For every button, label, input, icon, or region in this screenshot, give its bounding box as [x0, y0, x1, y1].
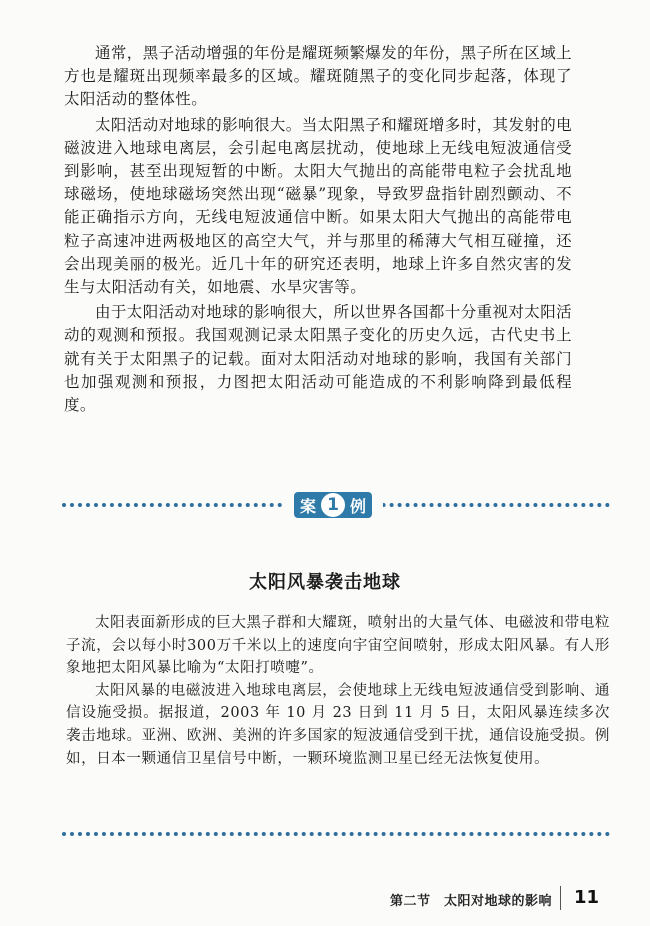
case-number-circle: 1: [320, 492, 346, 518]
case-title: 太阳风暴袭击地球: [249, 572, 401, 593]
case-label-left: 案: [299, 496, 316, 516]
case-badge: [283, 490, 383, 520]
case-paragraph-1: 太阳表面新形成的巨大黑子群和大耀斑，喷射出的大量气体、电磁波和带电粒子流，会以每小时300万千米以上的速度向宇宙空间喷射，形成太阳风暴。有人形象地把太阳风暴比喻为“太阳打喷嚏”。: [66, 615, 610, 677]
case-body-text: [66, 612, 610, 770]
body-paragraph-3: 由于太阳活动对地球的影响很大，所以世界各国都十分重视对太阳活动的观测和预报。我国观测记录太阳黑子变化的历史久远，古代史书上就有关于太阳黑子的记载。面对太阳活动对地球的影响，我国有关部门也加强观测和预报，力图把太阳活动可能造成的不利影响降到最低程度。: [64, 303, 573, 415]
body-paragraph-2: 太阳活动对地球的影响很大。当太阳黑子和耀斑增多时，其发射的电磁波进入地球电离层，会引起电离层扰动，使地球上无线电短波通信受到影响，甚至出现短暂的中断。太阳大气抛出的高能带电粒子会扰乱地球磁场，使地球磁场突然出现“磁暴”现象，导致罗盘指针剧烈颤动、不能正确指示方向，无线电短波通信中断。如果太阳大气抛出的高能带电粒子高速冲进两极地区的高空大气，并与那里的稀薄大气相互碰撞，还会出现美丽的极光。近几十年的研究还表明，地球上许多自然灾害的发生与太阳活动有关，如地震、水旱灾害等。: [64, 115, 573, 297]
case-paragraph-2: 太阳风暴的电磁波进入地球电离层，会使地球上无线电短波通信受到影响、通信设施受损。据报道，2003 年 10 月 23 日到 11 月 5 日，太阳风暴连续多次袭击地球。亚洲、欧洲、美洲的许多国家的短波通信受到干扰，通信设施受损。例如，日本一颗通信卫星信号中断，一颗环境监测卫星已经无法恢复使用。: [66, 682, 610, 767]
page-footer: [0, 886, 650, 916]
page-number: 11: [574, 887, 600, 908]
case-pill: [294, 492, 372, 518]
footer-separator: [560, 886, 561, 910]
body-paragraph-1: 通常，黑子活动增强的年份是耀斑频繁爆发的年份，黑子所在区域上方也是耀斑出现频率最多的区域。耀斑随黑子的变化同步起落，体现了太阳活动的整体性。: [64, 44, 573, 109]
case-label-right: 例: [350, 496, 367, 516]
footer-section-label: 第二节 太阳对地球的影响: [389, 894, 552, 909]
main-body-text: [64, 42, 572, 419]
case-divider-bottom: [62, 832, 610, 836]
